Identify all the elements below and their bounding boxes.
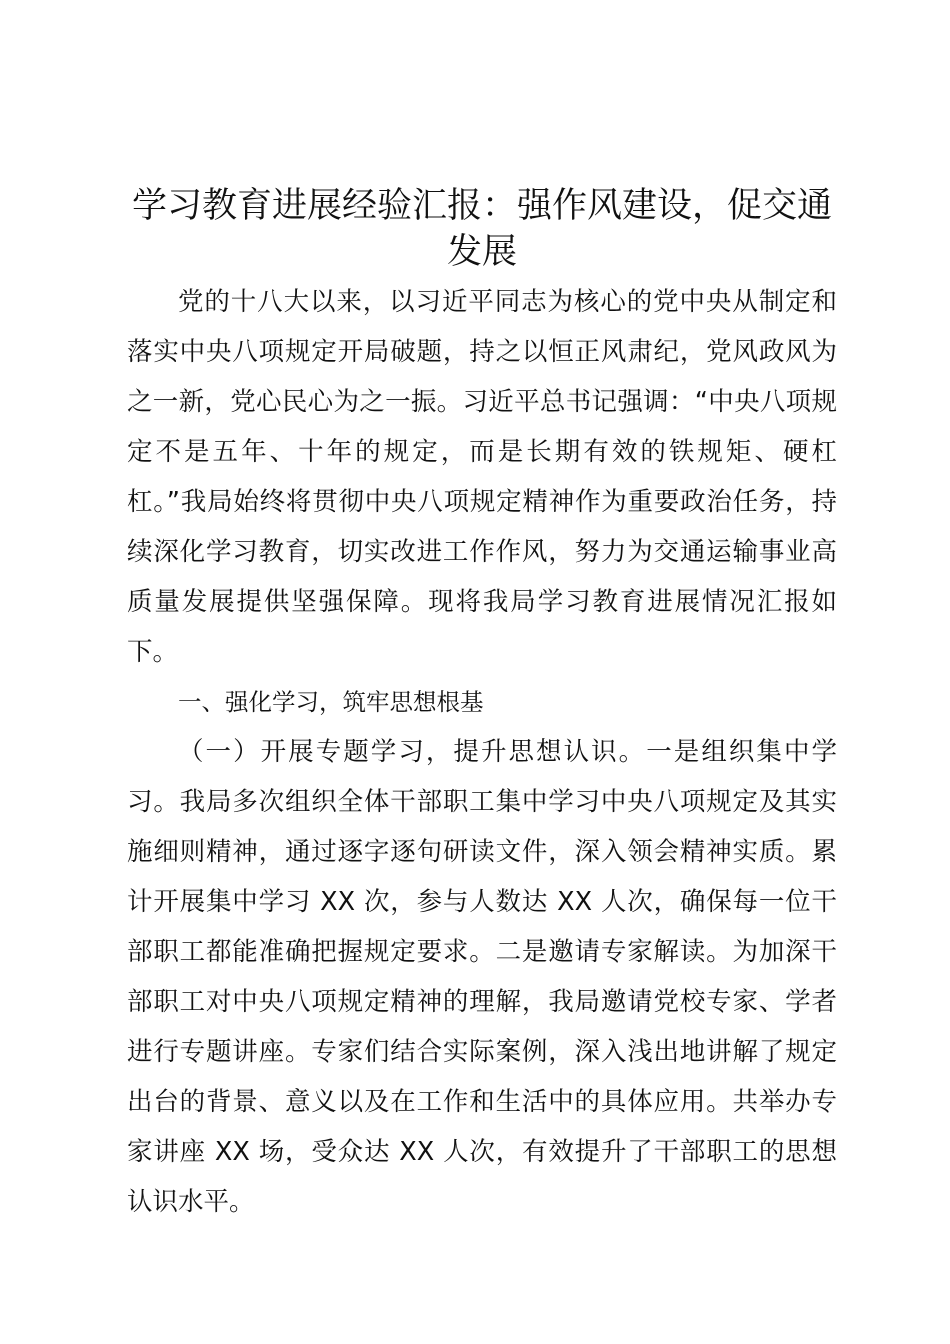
section-1-paragraph-1: （一）开展专题学习，提升思想认识。一是组织集中学习。我局多次组织全体干部职工集中学习中央八项规定及其实施细则精神，通过逐字逐句研读文件，深入领会精神实质。累计开展集中学习 XX 次，参与人数达 XX 人次，确保每一位干部职工都能准确把握规定要求。二是邀请专家解读。为加深干部职工对中央八项规定精神的理解，我局邀请党校专家、学者进行专题讲座。专家们结合实际案例，深入浅出地讲解了规定出台的背景、意义以及在工作和生活中的具体应用。共举办专家讲座 XX 场，受众达 XX 人次，有效提升了干部职工的思想认识水平。 [127, 737, 837, 1217]
document-page [127, 183, 837, 1227]
section-1-heading: 一、强化学习，筑牢思想根基 [177, 688, 484, 716]
document-title: 学习教育进展经验汇报：强作风建设，促交通发展 [131, 186, 832, 272]
intro-paragraph: 党的十八大以来，以习近平同志为核心的党中央从制定和落实中央八项规定开局破题，持之以恒正风肃纪，党风政风为之一新，党心民心为之一振。习近平总书记强调：“中央八项规定不是五年、十年的规定，而是长期有效的铁规矩、硬杠杠。”我局始终将贯彻中央八项规定精神作为重要政治任务，持续深化学习教育，切实改进工作作风，努力为交通运输事业高质量发展提供坚强保障。现将我局学习教育进展情况汇报如下。 [127, 287, 837, 667]
